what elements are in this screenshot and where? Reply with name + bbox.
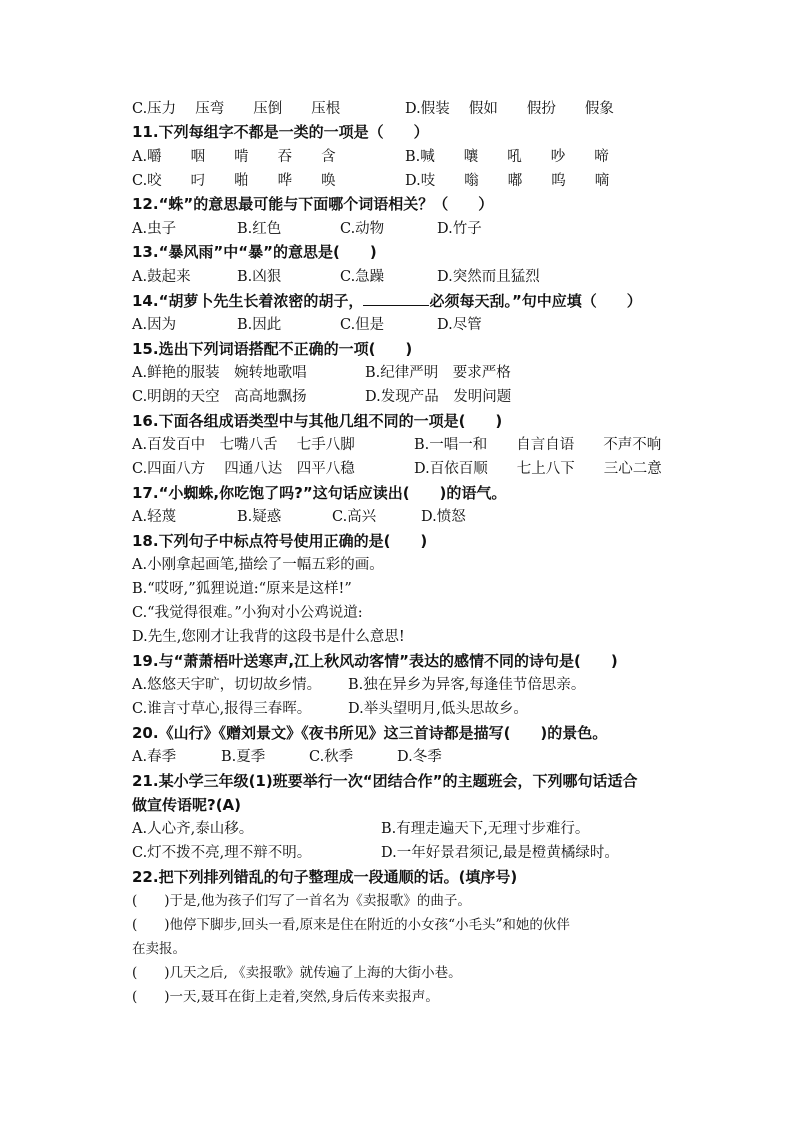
q19-option-c: C.谁言寸草心,报得三春晖。 [132, 701, 312, 717]
q14-option-d: D.尽管 [437, 317, 482, 333]
q21-stem-line2: 做宣传语呢?(A) [132, 796, 242, 814]
q20-option-d: D.冬季 [397, 749, 442, 765]
q12-option-a: A.虫子 [132, 221, 177, 237]
q16-option-a: A.百发百中 七嘴八舌 七手八脚 [132, 437, 355, 453]
q15-option-c: C.明朗的天空 高高地飘扬 [132, 389, 307, 405]
q21-stem-line1: 21.某小学三年级(1)班要举行一次“团结合作”的主题班会，下列哪句话适合 [132, 772, 638, 790]
q11-option-b: B.喊 嚷 吼 吵 啼 [405, 149, 609, 165]
q19-option-a: A.悠悠天宇旷，切切故乡情。 [132, 677, 322, 693]
q16-option-b: B.一唱一和 自言自语 不声不响 [414, 437, 662, 453]
q13-option-b: B.凶狠 [237, 269, 282, 285]
q10-option-c: C.压力 压弯 压倒 压根 [132, 101, 341, 117]
q19-option-b: B.独在异乡为异客,每逢佳节倍思亲。 [348, 677, 586, 693]
q22-sentence-4: ( )一天,聂耳在街上走着,突然,身后传来卖报声。 [132, 989, 439, 1005]
q14-option-c: C.但是 [340, 317, 385, 333]
q17-stem: 17.“小蜘蛛,你吃饱了吗?”这句话应读出( )的语气。 [132, 484, 507, 502]
q15-option-d: D.发现产品 发明问题 [365, 389, 512, 405]
q17-option-c: C.高兴 [332, 509, 377, 525]
q14-stem-after: 必须每天刮。”句中应填（ ） [429, 292, 642, 310]
q10-option-d: D.假装 假如 假扮 假象 [405, 101, 614, 117]
q11-stem: 11.下列每组字不都是一类的一项是（ ） [132, 123, 429, 141]
q21-option-a: A.人心齐,泰山移。 [132, 821, 254, 837]
q15-option-a: A.鲜艳的服装 婉转地歌唱 [132, 365, 307, 381]
q22-sentence-2-line1: ( )他停下脚步,回头一看,原来是住在附近的小女孩“小毛头”和她的伙伴 [132, 917, 570, 933]
q12-option-c: C.动物 [340, 221, 385, 237]
q18-option-c: C.“我觉得很难。”小狗对小公鸡说道: [132, 605, 363, 621]
q16-option-d: D.百依百顺 七上八下 三心二意 [414, 461, 662, 477]
q21-option-d: D.一年好景君须记,最是橙黄橘绿时。 [381, 845, 619, 861]
q11-option-c: C.咬 叼 啪 哗 唤 [132, 173, 336, 189]
q22-stem: 22.把下列排列错乱的句子整理成一段通顺的话。(填序号) [132, 868, 518, 886]
q11-option-d: D.吱 嗡 嘟 呜 嘀 [405, 173, 610, 189]
q12-stem: 12.“蛛”的意思最可能与下面哪个词语相关？（ ） [132, 195, 494, 213]
q14-blank [363, 291, 429, 306]
q17-option-b: B.疑惑 [237, 509, 282, 525]
q21-option-c: C.灯不拨不亮,理不辩不明。 [132, 845, 312, 861]
q21-option-b: B.有理走遍天下,无理寸步难行。 [381, 821, 590, 837]
q14-option-b: B.因此 [237, 317, 282, 333]
q19-option-d: D.举头望明月,低头思故乡。 [348, 701, 528, 717]
q13-option-d: D.突然而且猛烈 [437, 269, 540, 285]
q14-stem-before: 14.“胡萝卜先生长着浓密的胡子， [132, 292, 364, 310]
q19-stem: 19.与“萧萧梧叶送寒声,江上秋风动客情”表达的感情不同的诗句是( ) [132, 652, 618, 670]
q18-option-d: D.先生,您刚才让我背的这段书是什么意思! [132, 629, 405, 645]
q13-stem: 13.“暴风雨”中“暴”的意思是( ) [132, 243, 377, 261]
q22-sentence-2-line2: 在卖报。 [132, 941, 186, 957]
q12-option-d: D.竹子 [437, 221, 482, 237]
q20-option-c: C.秋季 [309, 749, 354, 765]
q16-stem: 16.下面各组成语类型中与其他几组不同的一项是( ) [132, 412, 503, 430]
q17-option-d: D.愤怒 [421, 509, 466, 525]
q20-option-b: B.夏季 [221, 749, 266, 765]
q20-stem: 20.《山行》《赠刘景文》《夜书所见》这三首诗都是描写( )的景色。 [132, 724, 608, 742]
q18-option-a: A.小刚拿起画笔,描绘了一幅五彩的画。 [132, 557, 384, 573]
q12-option-b: B.红色 [237, 221, 282, 237]
q18-stem: 18.下列句子中标点符号使用正确的是( ) [132, 532, 428, 550]
q13-option-c: C.急躁 [340, 269, 385, 285]
q14-stem [132, 290, 642, 312]
q14-option-a: A.因为 [132, 317, 177, 333]
q15-stem: 15.选出下列词语搭配不正确的一项( ) [132, 340, 413, 358]
q22-sentence-3: ( )几天之后, 《卖报歌》就传遍了上海的大街小巷。 [132, 965, 462, 981]
q15-option-b: B.纪律严明 要求严格 [365, 365, 511, 381]
q11-option-a: A.嚼 咽 啃 吞 含 [132, 149, 336, 165]
q16-option-c: C.四面八方 四通八达 四平八稳 [132, 461, 355, 477]
q13-option-a: A.鼓起来 [132, 269, 191, 285]
q20-option-a: A.春季 [132, 749, 177, 765]
q17-option-a: A.轻蔑 [132, 509, 177, 525]
q18-option-b: B.“哎呀,”狐狸说道:“原来是这样!” [132, 581, 352, 597]
q22-sentence-1: ( )于是,他为孩子们写了一首名为《卖报歌》的曲子。 [132, 893, 471, 909]
